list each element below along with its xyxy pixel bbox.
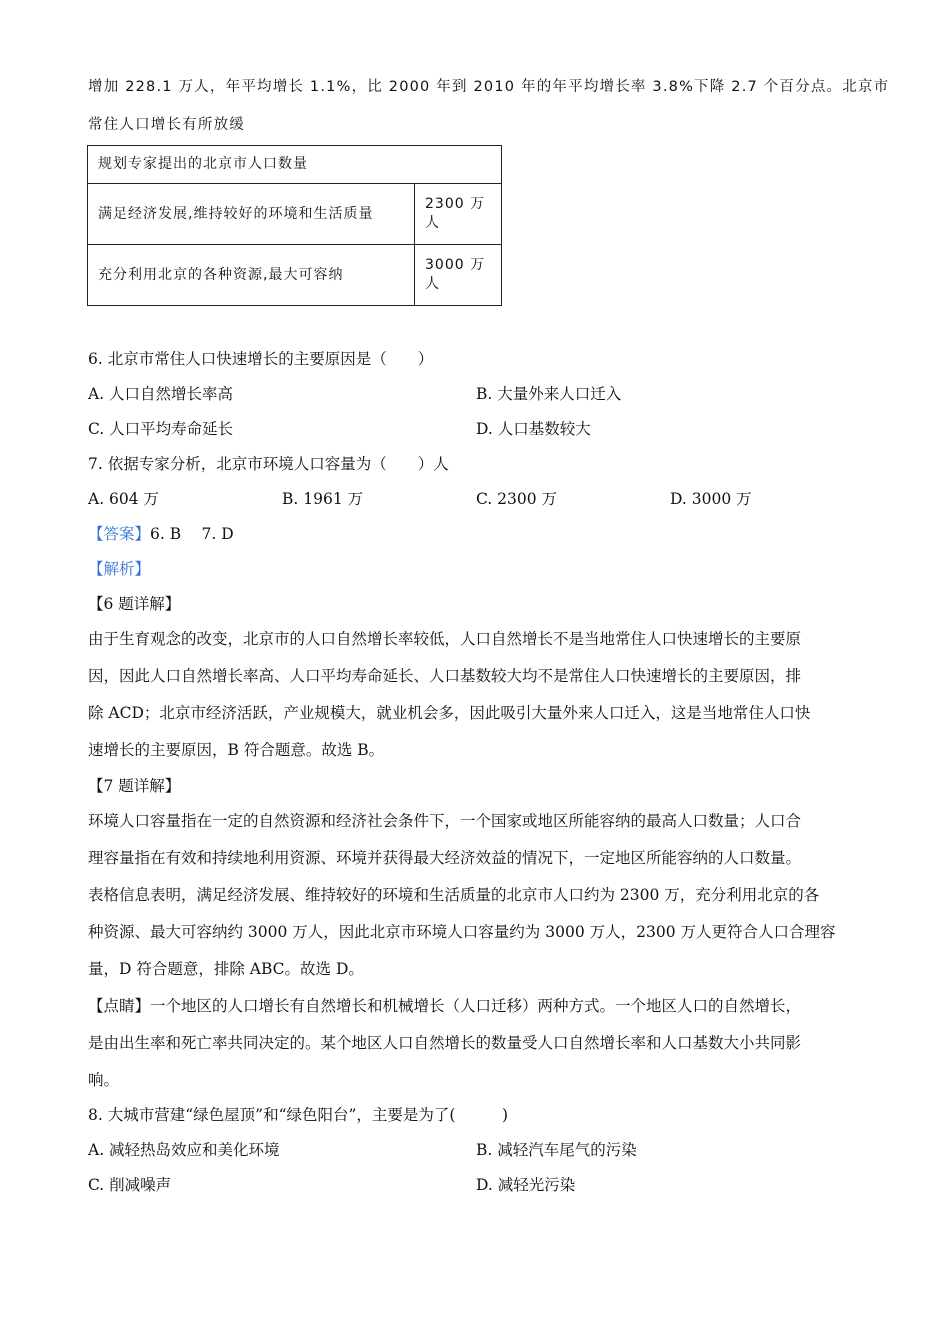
- detail-7-line: 环境人口容量指在一定的自然资源和经济社会条件下，一个国家或地区所能容纳的最高人口数量；人口合: [88, 812, 802, 830]
- detail-6-line: 由于生育观念的改变，北京市的人口自然增长率较低，人口自然增长不是当地常住人口快速增长的主要原: [88, 630, 802, 648]
- q6-option-d: D. 人口基数较大: [476, 420, 591, 438]
- intro-line-2: 常住人口增长有所放缓: [88, 117, 245, 133]
- q6-option-c: C. 人口平均寿命延长: [88, 420, 234, 438]
- table-cell-value: 3000 万人: [415, 245, 502, 306]
- table-header-row: [88, 146, 502, 184]
- q6-option-a: A. 人口自然增长率高: [88, 385, 234, 403]
- q8-option-c: C. 削减噪声: [88, 1176, 172, 1194]
- tip-line: 响。: [88, 1071, 120, 1089]
- q8-option-d: D. 减轻光污染: [476, 1176, 576, 1194]
- table-header: 规划专家提出的北京市人口数量: [88, 146, 502, 184]
- q7-option-c: C. 2300 万: [476, 490, 558, 508]
- table-row: [88, 245, 502, 306]
- table-cell-value: 2300 万人: [415, 184, 502, 245]
- detail-7-line: 表格信息表明，满足经济发展、维持较好的环境和生活质量的北京市人口约为 2300 万，充分利用北京的各: [88, 886, 820, 904]
- q6-option-b: B. 大量外来人口迁入: [476, 385, 622, 403]
- detail-7-title: 【7 题详解】: [88, 777, 181, 795]
- detail-6-title: 【6 题详解】: [88, 595, 181, 613]
- answer-text: 6. B 7. D: [150, 525, 234, 543]
- table-row: [88, 184, 502, 245]
- intro-line-1: 增加 228.1 万人，年平均增长 1.1%，比 2000 年到 2010 年的年平均增长率 3.8%下降 2.7 个百分点。北京市: [88, 79, 890, 95]
- detail-7-line: 量，D 符合题意，排除 ABC。故选 D。: [88, 960, 364, 978]
- q7-option-a: A. 604 万: [88, 490, 160, 508]
- q8-option-a: A. 减轻热岛效应和美化环境: [88, 1141, 280, 1159]
- population-table: [87, 145, 502, 306]
- q7-option-b: B. 1961 万: [282, 490, 364, 508]
- question-8-stem: 8. 大城市营建“绿色屋顶”和“绿色阳台”，主要是为了( ): [88, 1106, 509, 1124]
- detail-6-line: 除 ACD；北京市经济活跃，产业规模大，就业机会多，因此吸引大量外来人口迁入，这是当地常住人口快: [88, 704, 811, 722]
- analysis-tag: 【解析】: [88, 560, 151, 578]
- table-cell-label: 满足经济发展,维持较好的环境和生活质量: [88, 184, 415, 245]
- answer-line: [88, 524, 234, 544]
- q8-option-b: B. 减轻汽车尾气的污染: [476, 1141, 637, 1159]
- detail-6-line: 速增长的主要原因，B 符合题意。故选 B。: [88, 741, 385, 759]
- q7-option-d: D. 3000 万: [670, 490, 752, 508]
- answer-tag: 【答案】: [88, 525, 151, 543]
- detail-7-line: 理容量指在有效和持续地利用资源、环境并获得最大经济效益的情况下，一定地区所能容纳的人口数量。: [88, 849, 802, 867]
- detail-6-line: 因，因此人口自然增长率高、人口平均寿命延长、人口基数较大均不是常住人口快速增长的主要原因，排: [88, 667, 802, 685]
- question-7-stem: 7. 依据专家分析，北京市环境人口容量为（ ）人: [88, 455, 449, 473]
- table-cell-label: 充分利用北京的各种资源,最大可容纳: [88, 245, 415, 306]
- tip-line: 是由出生率和死亡率共同决定的。某个地区人口自然增长的数量受人口自然增长率和人口基数大小共同影: [88, 1034, 802, 1052]
- tip-line: 【点睛】一个地区的人口增长有自然增长和机械增长（人口迁移）两种方式。一个地区人口的自然增长，: [88, 997, 802, 1015]
- detail-7-line: 种资源、最大可容纳约 3000 万人，因此北京市环境人口容量约为 3000 万人，2300 万人更符合人口合理容: [88, 923, 836, 941]
- question-6-stem: 6. 北京市常住人口快速增长的主要原因是（ ）: [88, 350, 434, 368]
